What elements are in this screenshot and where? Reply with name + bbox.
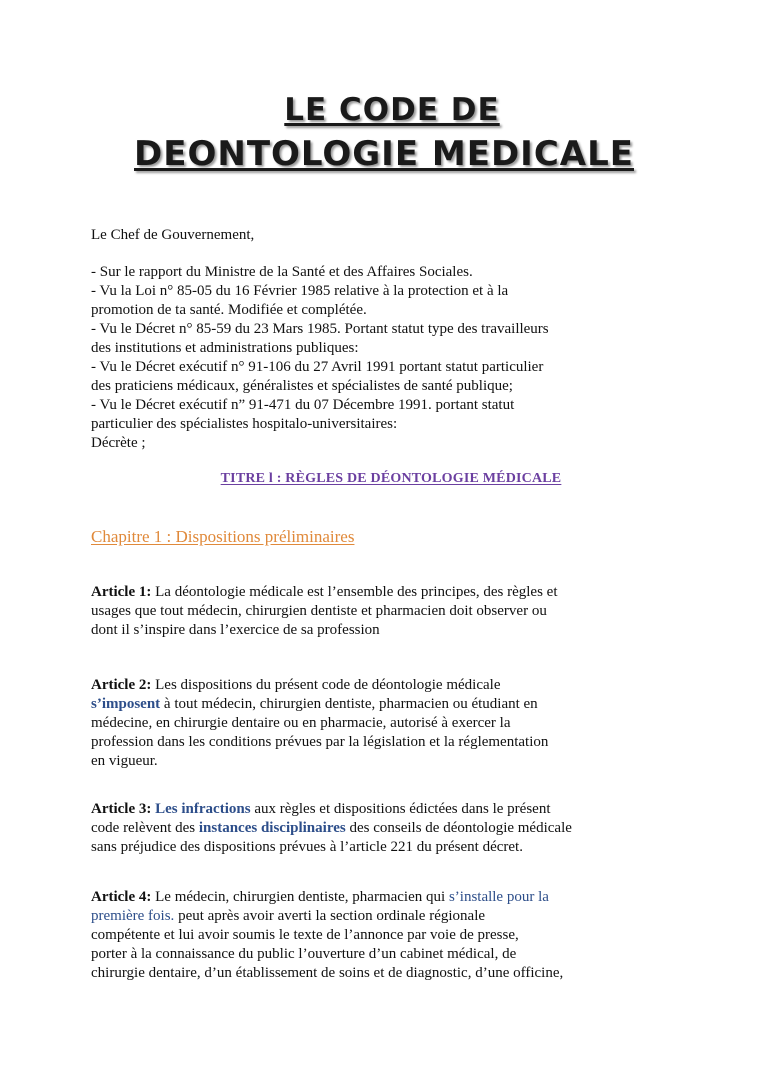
article-2 xyxy=(91,676,711,771)
preamble-line: - Vu le Décret exécutif n” 91-471 du 07 Décembre 1991. portant statut xyxy=(91,397,515,413)
article-1 xyxy=(91,583,711,640)
preamble-line: - Vu le Décret n° 85-59 du 23 Mars 1985. Portant statut type des travailleurs xyxy=(91,321,549,337)
article-1-text: dont il s’inspire dans l’exercice de sa profession xyxy=(91,622,380,638)
preamble-decree: Décrète ; xyxy=(91,435,146,451)
article-2-label: Article 2: xyxy=(91,677,152,693)
article-4-text: chirurgie dentaire, d’un établissement de soins et de diagnostic, d’une officine, xyxy=(91,965,564,981)
chapter-heading: Chapitre 1 : Dispositions préliminaires xyxy=(91,527,355,546)
article-4-emphasis: première fois. xyxy=(91,908,175,924)
document-title-line-2: DEONTOLOGIE MEDICALE xyxy=(134,134,634,174)
article-1-text: usages que tout médecin, chirurgien dentiste et pharmacien doit observer ou xyxy=(91,603,547,619)
document-title-line-1: LE CODE DE xyxy=(284,92,500,128)
article-3-text: des conseils de déontologie médicale xyxy=(345,820,572,836)
preamble-line: particulier des spécialistes hospitalo-universitaires: xyxy=(91,416,398,432)
article-4-text: peut après avoir averti la section ordinale régionale xyxy=(174,908,486,924)
article-4-text: compétente et lui avoir soumis le texte de l’annonce par voie de presse, xyxy=(91,927,519,943)
preamble-line: - Vu la Loi n° 85-05 du 16 Février 1985 relative à la protection et à la xyxy=(91,283,509,299)
article-3-text: code relèvent des xyxy=(91,820,199,836)
preamble-line: - Vu le Décret exécutif n° 91-106 du 27 Avril 1991 portant statut particulier xyxy=(91,359,544,375)
article-4-emphasis: s’installe pour la xyxy=(448,889,549,905)
article-4-label: Article 4: xyxy=(91,889,152,905)
article-4 xyxy=(91,888,711,983)
article-3-emphasis: instances disciplinaires xyxy=(198,820,346,836)
article-2-text: Les dispositions du présent code de déontologie médicale xyxy=(151,677,501,693)
article-2-text: en vigueur. xyxy=(91,753,158,769)
article-2-text: à tout médecin, chirurgien dentiste, pharmacien ou étudiant en xyxy=(160,696,538,712)
article-4-text: porter à la connaissance du public l’ouverture d’un cabinet médical, de xyxy=(91,946,517,962)
article-1-text: La déontologie médicale est l’ensemble des principes, des règles et xyxy=(151,584,558,600)
article-3 xyxy=(91,800,711,857)
preamble xyxy=(91,226,711,245)
preamble-line: des institutions et administrations publiques: xyxy=(91,340,359,356)
titre-heading-text: TITRE l : RÈGLES DE DÉONTOLOGIE MÉDICALE xyxy=(220,471,562,486)
article-2-emphasis: s’imposent xyxy=(91,696,161,712)
article-4-text: Le médecin, chirurgien dentiste, pharmacien qui xyxy=(151,889,449,905)
preamble-line: des praticiens médicaux, généralistes et spécialistes de santé publique; xyxy=(91,378,513,394)
article-2-text: médecine, en chirurgie dentaire ou en pharmacie, autorisé à exercer la xyxy=(91,715,511,731)
article-3-text: aux règles et dispositions édictées dans le présent xyxy=(250,801,551,817)
article-2-text: profession dans les conditions prévues par la législation et la réglementation xyxy=(91,734,549,750)
article-1-label: Article 1: xyxy=(91,584,152,600)
article-3-text: sans préjudice des dispositions prévues à l’article 221 du présent décret. xyxy=(91,839,523,855)
titre-heading xyxy=(0,471,768,487)
article-3-label: Article 3: xyxy=(91,801,152,817)
preamble-considerations xyxy=(91,263,711,453)
preamble-line: - Sur le rapport du Ministre de la Santé et des Affaires Sociales. xyxy=(91,264,473,280)
article-3-emphasis: Les infractions xyxy=(155,801,251,817)
preamble-opening: Le Chef de Gouvernement, xyxy=(91,227,255,243)
preamble-line: promotion de ta santé. Modifiée et complétée. xyxy=(91,302,367,318)
